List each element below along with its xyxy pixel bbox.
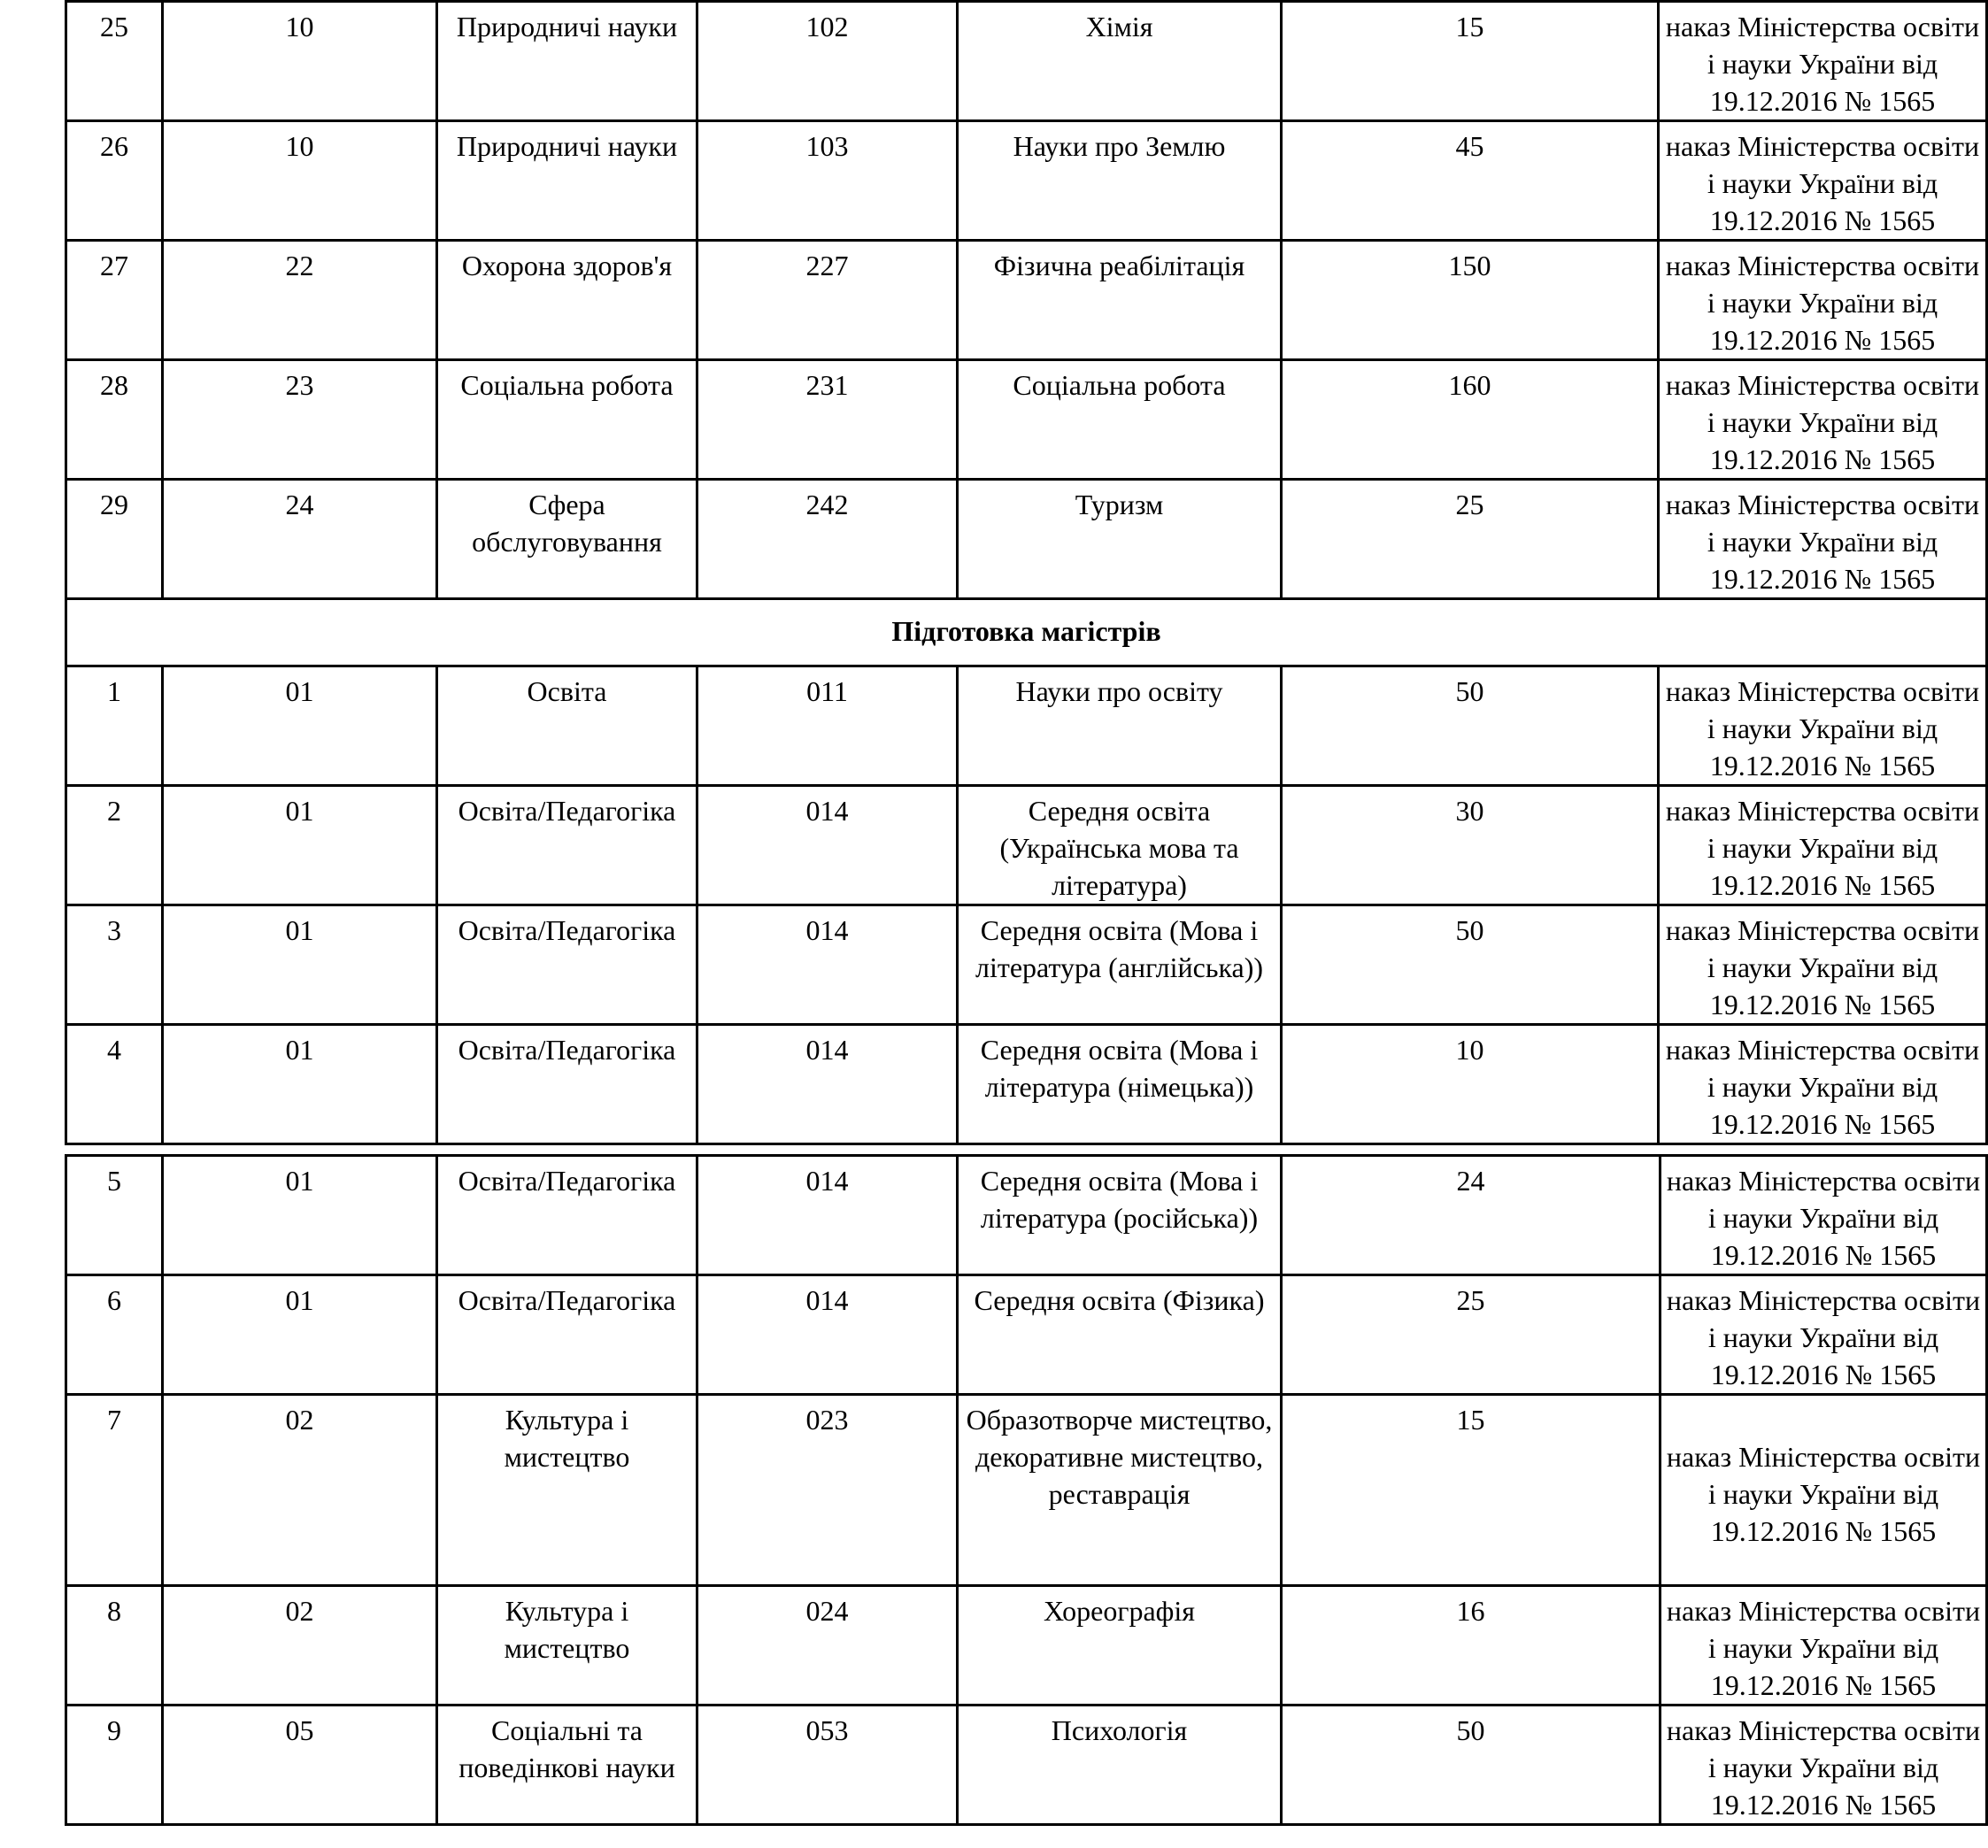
field-name-cell: Соціальні та поведінкові науки [437, 1706, 697, 1825]
specialty-name-cell: Психологія [958, 1706, 1282, 1825]
table-row [66, 905, 1987, 1025]
field-code-cell: 01 [163, 1275, 437, 1395]
field-name-cell: Освіта/Педагогіка [437, 1156, 697, 1275]
table-row [66, 786, 1987, 905]
row-number-cell: 5 [66, 1156, 163, 1275]
specialty-name-cell: Соціальна робота [958, 360, 1282, 480]
table-row [66, 1275, 1987, 1395]
row-number-cell: 9 [66, 1706, 163, 1825]
table-body-masters [66, 666, 1987, 1144]
quantity-cell: 15 [1282, 1395, 1661, 1586]
specialty-name-cell: Науки про Землю [958, 121, 1282, 241]
table-body-masters-continued [66, 1156, 1987, 1825]
field-name-cell: Освіта/Педагогіка [437, 786, 697, 905]
field-code-cell: 01 [163, 666, 437, 786]
specialty-code-cell: 023 [697, 1395, 958, 1586]
field-name-cell: Сфера обслуговування [437, 480, 697, 599]
quantity-cell: 10 [1282, 1025, 1659, 1144]
table-row [66, 1025, 1987, 1144]
legal-basis-cell: наказ Міністерства освіти і науки України від 19.12.2016 № 1565 [1659, 121, 1987, 241]
quantity-cell: 50 [1282, 1706, 1661, 1825]
quantity-cell: 16 [1282, 1586, 1661, 1706]
table-row [66, 1395, 1987, 1586]
field-name-cell: Культура і мистецтво [437, 1586, 697, 1706]
specialty-code-cell: 231 [697, 360, 958, 480]
legal-basis-cell: наказ Міністерства освіти і науки України від 19.12.2016 № 1565 [1659, 666, 1987, 786]
field-name-cell: Соціальна робота [437, 360, 697, 480]
legal-basis-cell: наказ Міністерства освіти і науки України від 19.12.2016 № 1565 [1661, 1156, 1987, 1275]
legal-basis-cell: наказ Міністерства освіти і науки України від 19.12.2016 № 1565 [1659, 2, 1987, 121]
specialty-code-cell: 103 [697, 121, 958, 241]
field-code-cell: 10 [163, 2, 437, 121]
table-row [66, 480, 1987, 599]
field-name-cell: Освіта/Педагогіка [437, 1275, 697, 1395]
field-code-cell: 02 [163, 1395, 437, 1586]
legal-basis-cell: наказ Міністерства освіти і науки України від 19.12.2016 № 1565 [1659, 786, 1987, 905]
field-code-cell: 23 [163, 360, 437, 480]
specialty-code-cell: 014 [697, 1025, 958, 1144]
row-number-cell: 2 [66, 786, 163, 905]
field-name-cell: Природничі науки [437, 2, 697, 121]
table-row [66, 2, 1987, 121]
admissions-table-part-1 [65, 0, 1988, 1145]
quantity-cell: 25 [1282, 480, 1659, 599]
specialty-code-cell: 102 [697, 2, 958, 121]
row-number-cell: 27 [66, 241, 163, 360]
legal-basis-cell: наказ Міністерства освіти і науки України від 19.12.2016 № 1565 [1659, 480, 1987, 599]
field-code-cell: 01 [163, 1025, 437, 1144]
specialty-name-cell: Науки про освіту [958, 666, 1282, 786]
row-number-cell: 29 [66, 480, 163, 599]
table-row [66, 360, 1987, 480]
field-code-cell: 22 [163, 241, 437, 360]
legal-basis-cell: наказ Міністерства освіти і науки України від 19.12.2016 № 1565 [1661, 1586, 1987, 1706]
field-code-cell: 01 [163, 786, 437, 905]
table-row [66, 1156, 1987, 1275]
row-number-cell: 3 [66, 905, 163, 1025]
specialty-name-cell: Середня освіта (Мова і література (англійська)) [958, 905, 1282, 1025]
row-number-cell: 8 [66, 1586, 163, 1706]
quantity-cell: 15 [1282, 2, 1659, 121]
row-number-cell: 1 [66, 666, 163, 786]
quantity-cell: 24 [1282, 1156, 1661, 1275]
row-number-cell: 25 [66, 2, 163, 121]
field-code-cell: 10 [163, 121, 437, 241]
legal-basis-cell: наказ Міністерства освіти і науки України від 19.12.2016 № 1565 [1661, 1395, 1987, 1586]
specialty-name-cell: Середня освіта (Фізика) [958, 1275, 1282, 1395]
table-row [66, 1706, 1987, 1825]
specialty-code-cell: 014 [697, 1275, 958, 1395]
specialty-name-cell: Туризм [958, 480, 1282, 599]
field-code-cell: 24 [163, 480, 437, 599]
table-row [66, 1586, 1987, 1706]
row-number-cell: 26 [66, 121, 163, 241]
specialty-code-cell: 024 [697, 1586, 958, 1706]
quantity-cell: 30 [1282, 786, 1659, 905]
specialty-code-cell: 014 [697, 905, 958, 1025]
table-body-bachelors [66, 2, 1987, 599]
table-row [66, 666, 1987, 786]
section-header-masters [66, 599, 1987, 666]
row-number-cell: 28 [66, 360, 163, 480]
legal-basis-cell: наказ Міністерства освіти і науки України від 19.12.2016 № 1565 [1659, 905, 1987, 1025]
specialty-name-cell: Хімія [958, 2, 1282, 121]
legal-basis-cell: наказ Міністерства освіти і науки України від 19.12.2016 № 1565 [1659, 360, 1987, 480]
specialty-code-cell: 014 [697, 786, 958, 905]
quantity-cell: 150 [1282, 241, 1659, 360]
field-code-cell: 05 [163, 1706, 437, 1825]
row-number-cell: 7 [66, 1395, 163, 1586]
row-number-cell: 4 [66, 1025, 163, 1144]
quantity-cell: 160 [1282, 360, 1659, 480]
field-name-cell: Культура і мистецтво [437, 1395, 697, 1586]
specialty-name-cell: Середня освіта (Мова і література (російська)) [958, 1156, 1282, 1275]
specialty-code-cell: 227 [697, 241, 958, 360]
field-name-cell: Освіта/Педагогіка [437, 1025, 697, 1144]
specialty-name-cell: Середня освіта (Мова і література (німецька)) [958, 1025, 1282, 1144]
legal-basis-cell: наказ Міністерства освіти і науки України від 19.12.2016 № 1565 [1661, 1275, 1987, 1395]
specialty-code-cell: 014 [697, 1156, 958, 1275]
legal-basis-cell: наказ Міністерства освіти і науки України від 19.12.2016 № 1565 [1659, 241, 1987, 360]
field-name-cell: Освіта/Педагогіка [437, 905, 697, 1025]
specialty-name-cell: Середня освіта (Українська мова та література) [958, 786, 1282, 905]
legal-basis-cell: наказ Міністерства освіти і науки України від 19.12.2016 № 1565 [1659, 1025, 1987, 1144]
field-name-cell: Освіта [437, 666, 697, 786]
specialty-name-cell: Фізична реабілітація [958, 241, 1282, 360]
specialty-code-cell: 011 [697, 666, 958, 786]
table-row [66, 121, 1987, 241]
field-name-cell: Охорона здоров'я [437, 241, 697, 360]
specialty-name-cell: Образотворче мистецтво, декоративне мистецтво, реставрація [958, 1395, 1282, 1586]
specialty-name-cell: Хореографія [958, 1586, 1282, 1706]
quantity-cell: 45 [1282, 121, 1659, 241]
admissions-table-part-2 [65, 1154, 1988, 1826]
field-code-cell: 02 [163, 1586, 437, 1706]
specialty-code-cell: 053 [697, 1706, 958, 1825]
quantity-cell: 50 [1282, 905, 1659, 1025]
quantity-cell: 25 [1282, 1275, 1661, 1395]
section-title: Підготовка магістрів [66, 599, 1987, 666]
quantity-cell: 50 [1282, 666, 1659, 786]
specialty-code-cell: 242 [697, 480, 958, 599]
row-number-cell: 6 [66, 1275, 163, 1395]
legal-basis-cell: наказ Міністерства освіти і науки України від 19.12.2016 № 1565 [1661, 1706, 1987, 1825]
field-code-cell: 01 [163, 1156, 437, 1275]
table-row [66, 241, 1987, 360]
field-name-cell: Природничі науки [437, 121, 697, 241]
field-code-cell: 01 [163, 905, 437, 1025]
